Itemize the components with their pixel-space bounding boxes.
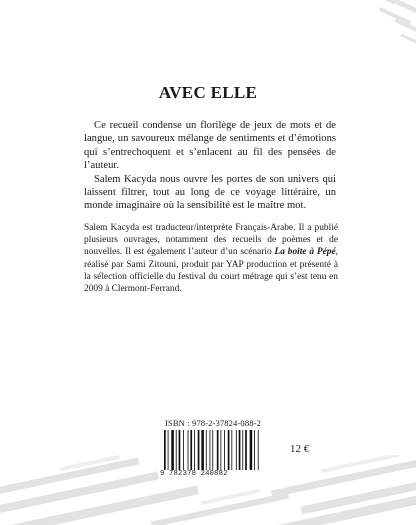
decorative-pattern-top xyxy=(330,0,416,60)
barcode-bar xyxy=(217,430,219,470)
barcode-bar xyxy=(171,430,174,470)
author-bio-paragraph xyxy=(84,222,338,295)
author-bio-text: , réalisé par Sami Zitouni, produit par YAP production et présenté à la sélection officielle du festival du court métrage qui s’est tenu en 2009 à Clermont-Ferrand. xyxy=(84,247,338,295)
barcode-bar xyxy=(194,430,195,470)
barcode-bar xyxy=(212,430,213,470)
price: 12 € xyxy=(290,443,310,455)
barcode-bar xyxy=(258,430,259,470)
barcode-bar xyxy=(201,430,204,470)
barcode-bar xyxy=(188,430,189,470)
barcode-bar xyxy=(220,430,221,470)
film-title: La boite à Pépé xyxy=(274,247,336,258)
barcode-bar xyxy=(242,430,243,470)
barcode-bar xyxy=(164,430,166,470)
barcode-bar xyxy=(183,430,184,470)
blurb-paragraph: Salem Kacyda nous ouvre les portes de son univers qui laissent filtrer, tout au long de ce voyage littéraire, un monde imaginaire où la sensibilité est le maître mot. xyxy=(84,173,336,212)
barcode-bar xyxy=(245,430,247,470)
barcode-bar xyxy=(224,430,225,470)
book-blurb xyxy=(84,119,336,213)
barcode-bar xyxy=(239,430,241,470)
barcode-digits: 9 782378 240882 xyxy=(160,470,264,478)
barcode-bar xyxy=(228,430,230,470)
barcode-bar xyxy=(254,430,255,470)
barcode-bar xyxy=(206,430,207,470)
barcode-bar xyxy=(179,430,181,470)
book-title: AVEC ELLE xyxy=(158,83,258,102)
barcode-bar xyxy=(210,430,211,470)
barcode-bar xyxy=(190,430,192,470)
barcode-bar xyxy=(198,430,200,470)
barcode-bar xyxy=(236,430,237,470)
barcode-bar xyxy=(231,430,232,470)
blurb-paragraph: Ce recueil condense un florilège de jeux de mots et de langue, un savoureux mélange de sentiments et d’émotions qui s’entrechoquent et s’enlacent au fil des pensées de l’auteur. xyxy=(84,120,336,172)
barcode-bar xyxy=(250,430,253,470)
isbn-label: ISBN : 978-2-37824-088-2 xyxy=(165,418,261,428)
author-bio-text: Salem Kacyda est traducteur/interprète Français-Arabe. Il a publié plusieurs ouvrages, notamment des recueils de poèmes et de nouvelles. Il est également l’auteur d’un scénario xyxy=(84,223,338,258)
barcode-bar xyxy=(176,430,177,470)
barcode-bar xyxy=(168,430,169,470)
author-bio xyxy=(84,222,338,295)
